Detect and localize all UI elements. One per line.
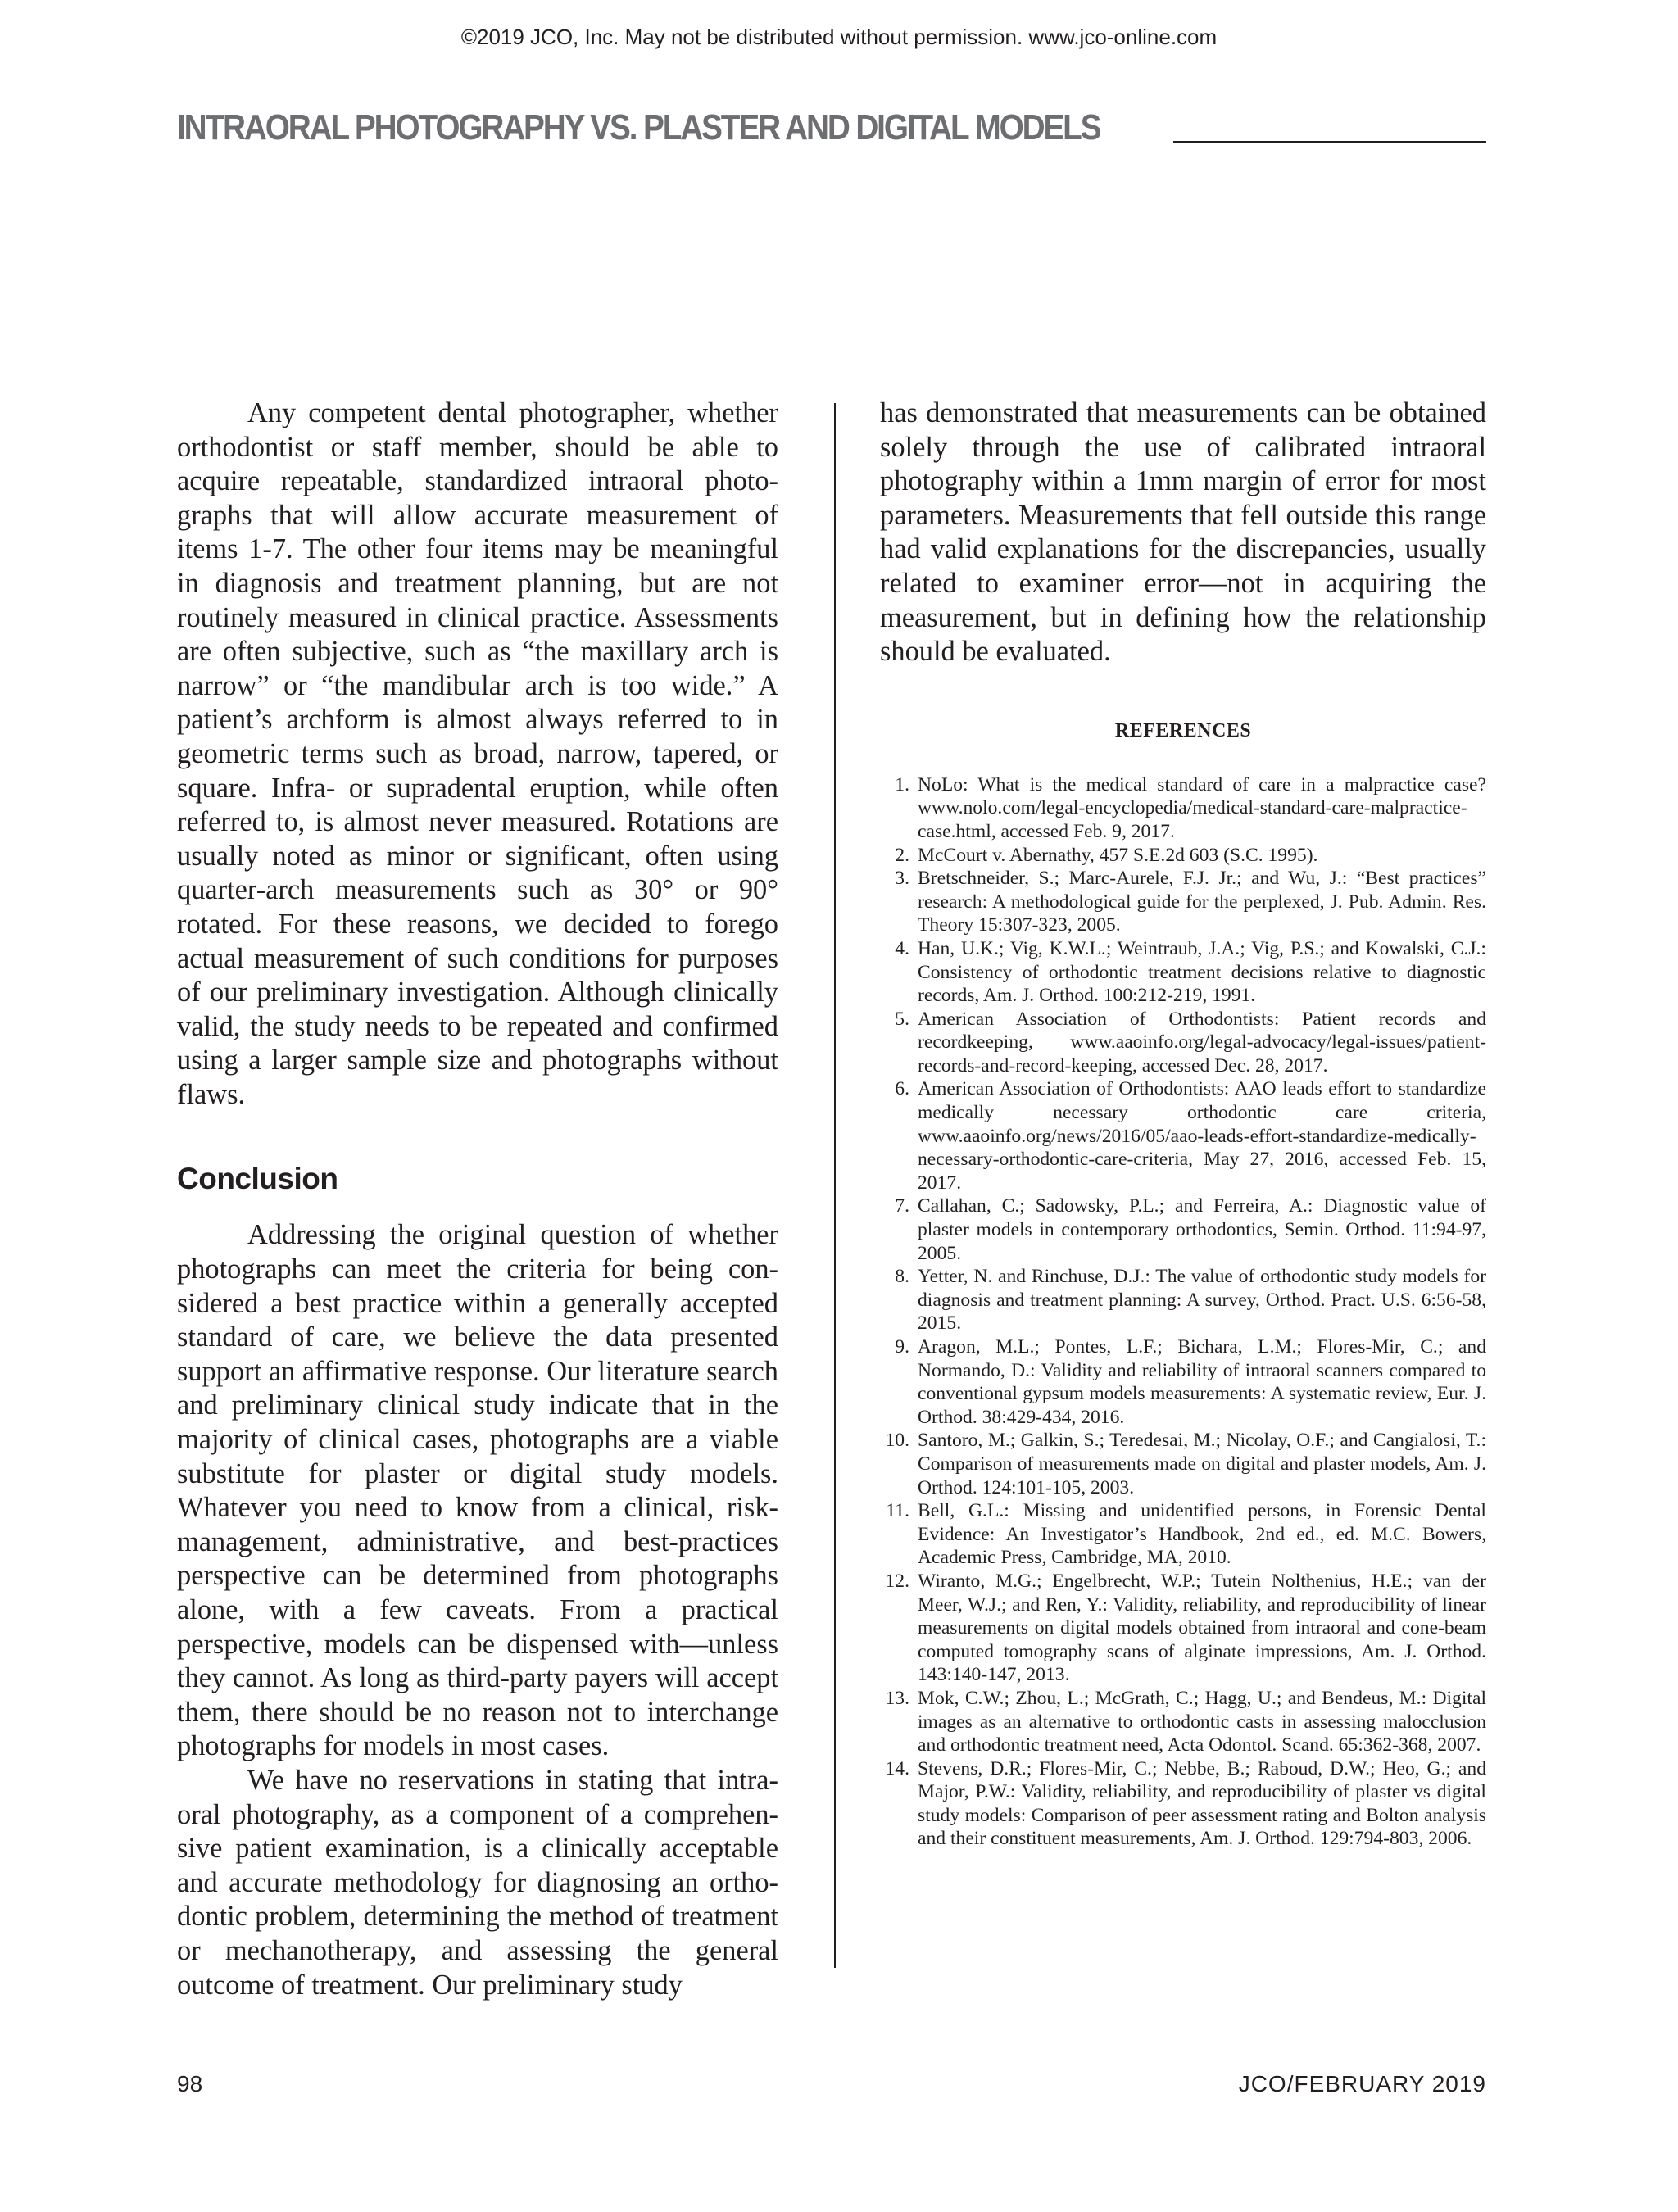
reference-item: [880, 1429, 1486, 1499]
reference-text: American Association of Orthodontists: AAO leads effort to standardize medically necessary orthodontic care criteria, www.aaoinfo.org/news/2016/05/aao-leads-effort-standardize-medically-necessary-orthodontic-care-criteria, May 27, 2016, accessed Feb. 15, 2017.: [918, 1078, 1486, 1194]
reference-number: 11.: [886, 1500, 909, 1522]
running-title: INTRAORAL PHOTOGRAPHY VS. PLASTER AND DIGITAL MODELS: [177, 107, 1100, 147]
column-divider: [834, 403, 836, 1968]
copyright-notice: ©2019 JCO, Inc. May not be distributed without permission. www.jco-online.com: [460, 25, 1218, 49]
reference-number: 12.: [885, 1570, 909, 1592]
reference-number: 3.: [895, 868, 909, 890]
page-number: 98: [177, 2071, 203, 2096]
reference-item: [880, 1008, 1486, 1078]
reference-text: Callahan, C.; Sadowsky, P.L.; and Ferreira, A.: Diagnostic value of plaster models in contemporary orthodontics, Semin. Orthod. 11:94-97, 2005.: [918, 1195, 1486, 1264]
body-paragraph-3: We have no reservations in stating that intraoral photography, as a component of a comprehensive patient examination, is a clinically acceptable and accurate methodology for diagnosing an orthodontic problem, determining the method of treatment or mechanotherapy, and assessing the general outcome of treatment. Our preliminary study: [177, 1764, 778, 2001]
reference-text: Han, U.K.; Vig, K.W.L.; Weintraub, J.A.; Vig, P.S.; and Kowalski, C.J.: Consistency of orthodontic treatment decisions relative to diagnostic records, Am. J. Orthod. 100:212-219, 1991.: [918, 937, 1486, 1007]
reference-text: NoLo: What is the medical standard of care in a malpractice case? www.nolo.com/legal-encyclopedia/medical-standard-care-malpractice-case.html, accessed Feb. 9, 2017.: [918, 773, 1486, 842]
reference-item: [880, 937, 1486, 1008]
right-column: [880, 397, 1486, 1851]
reference-item: [880, 1757, 1486, 1851]
body-paragraph-1: Any competent dental photographer, whether orthodontist or staff member, should be able to acquire repeatable, standardized intraoral photographs that will allow accurate measurement of items 1-7. The other four items may be meaningful in diagnosis and treatment planning, but are not routinely measured in clinical practice. Assessments are often subjective, such as “the maxillary arch is narrow” or “the mandibular arch is too wide.” A patient’s archform is almost always referred to in geometric terms such as broad, narrow, tapered, or square. Infra- or supradental eruption, while often referred to, is almost never measured. Rotations are usually noted as minor or significant, often using quarter-arch measurements such as 30° or 90° rotated. For these reasons, we decided to forego actual measurement of such conditions for purposes of our preliminary investigation. Although clinically valid, the study needs to be repeated and confirmed using a larger sample size and photographs without flaws.: [177, 397, 778, 1110]
reference-number: 6.: [895, 1078, 909, 1100]
reference-number: 5.: [895, 1008, 909, 1030]
running-header: [177, 107, 1486, 147]
references-list: [880, 773, 1486, 1851]
header-rule: [1173, 141, 1486, 143]
reference-item: [880, 1194, 1486, 1265]
body-paragraph-2: Addressing the original question of whether photographs can meet the criteria for being considered a best practice within a generally accepted standard of care, we believe the data presented support an affirmative response. Our literature search and preliminary clinical study indicate that in the majority of clinical cases, photographs are a viable substitute for plaster or digital study models. Whatever you need to know from a clinical, risk-management, administrative, and best-practices perspective can be determined from photographs alone, with a few caveats. From a practical perspective, models can be dispensed with—unless they cannot. As long as third-party payers will accept them, there should be no reason not to interchange photographs for models in most cases.: [177, 1219, 778, 1762]
reference-text: Wiranto, M.G.; Engelbrecht, W.P.; Tutein Nolthenius, H.E.; van der Meer, W.J.; and Ren, Y.: Validity, reliability, and reproducibility of linear measurements on digital models obtained from intraoral and cone-beam computed tomography scans of alginate impressions, Am. J. Orthod. 143:140-147, 2013.: [918, 1570, 1486, 1686]
reference-number: 14.: [885, 1757, 909, 1779]
reference-text: Stevens, D.R.; Flores-Mir, C.; Nebbe, B.; Raboud, D.W.; Heo, G.; and Major, P.W.: Validity, reliability, and reproducibility of plaster vs digital study models: Comparison of peer assessment rating and Bolton analysis and their constituent measurements, Am. J. Orthod. 129:794-803, 2006.: [918, 1757, 1486, 1850]
reference-text: Bretschneider, S.; Marc-Aurele, F.J. Jr.; and Wu, J.: “Best practices” research: A methodological guide for the perplexed, J. Pub. Admin. Res. Theory 15:307-323, 2005.: [918, 868, 1486, 936]
section-heading-conclusion: Conclusion: [177, 1162, 338, 1196]
reference-number: 2.: [895, 844, 909, 866]
reference-text: Aragon, M.L.; Pontes, L.F.; Bichara, L.M.; Flores-Mir, C.; and Normando, D.: Validity and reliability of intraoral scanners compared to conventional gypsum models measurements: A systematic review, Eur. J. Orthod. 38:429-434, 2016.: [918, 1336, 1486, 1428]
reference-item: [880, 1687, 1486, 1757]
reference-number: 8.: [895, 1266, 909, 1288]
journal-issue: JCO/FEBRUARY 2019: [1238, 2071, 1486, 2096]
reference-text: Santoro, M.; Galkin, S.; Teredesai, M.; Nicolay, O.F.; and Cangialosi, T.: Comparison of measurements made on digital and plaster models, Am. J. Orthod. 124:101-105, 2003.: [918, 1430, 1486, 1498]
reference-number: 7.: [895, 1195, 909, 1217]
reference-text: Bell, G.L.: Missing and unidentified persons, in Forensic Dental Evidence: An Investigator’s Handbook, 2nd ed., ed. M.C. Bowers, Academic Press, Cambridge, MA, 2010.: [918, 1500, 1486, 1569]
reference-text: Yetter, N. and Rinchuse, D.J.: The value of orthodontic study models for diagnosis and treatment planning: A survey, Orthod. Pract. U.S. 6:56-58, 2015.: [918, 1266, 1486, 1335]
reference-item: [880, 867, 1486, 937]
reference-text: McCourt v. Abernathy, 457 S.E.2d 603 (S.C. 1995).: [918, 844, 1318, 866]
body-paragraph-continued: has demonstrated that measurements can be obtained solely through the use of calibrated intraoral photography within a 1mm margin of error for most parameters. Measurements that fell outside this range had valid explanations for the discrepancies, usually related to examiner error—not in acquiring the measurement, but in defining how the relationship should be evaluated.: [880, 397, 1486, 668]
reference-number: 4.: [895, 937, 909, 959]
left-column: [177, 397, 778, 2002]
reference-item: [880, 1265, 1486, 1335]
reference-item: [880, 1499, 1486, 1570]
reference-item: [880, 773, 1486, 844]
reference-number: 10.: [885, 1430, 909, 1452]
reference-text: American Association of Orthodontists: Patient records and recordkeeping, www.aaoinfo.org/legal-advocacy/legal-issues/patient-records-and-record-keeping, accessed Dec. 28, 2017.: [918, 1008, 1486, 1077]
reference-number: 9.: [895, 1336, 909, 1358]
reference-item: [880, 1335, 1486, 1429]
reference-number: 1.: [895, 773, 909, 796]
reference-item: [880, 1077, 1486, 1194]
reference-text: Mok, C.W.; Zhou, L.; McGrath, C.; Hagg, U.; and Bendeus, M.: Digital images as an alternative to orthodontic casts in assessing malocclusion and orthodontic treatment need, Acta Odontol. Scand. 65:362-368, 2007.: [918, 1687, 1486, 1756]
reference-item: [880, 844, 1486, 868]
references-heading: REFERENCES: [1114, 719, 1252, 741]
reference-item: [880, 1570, 1486, 1687]
reference-number: 13.: [885, 1687, 909, 1709]
